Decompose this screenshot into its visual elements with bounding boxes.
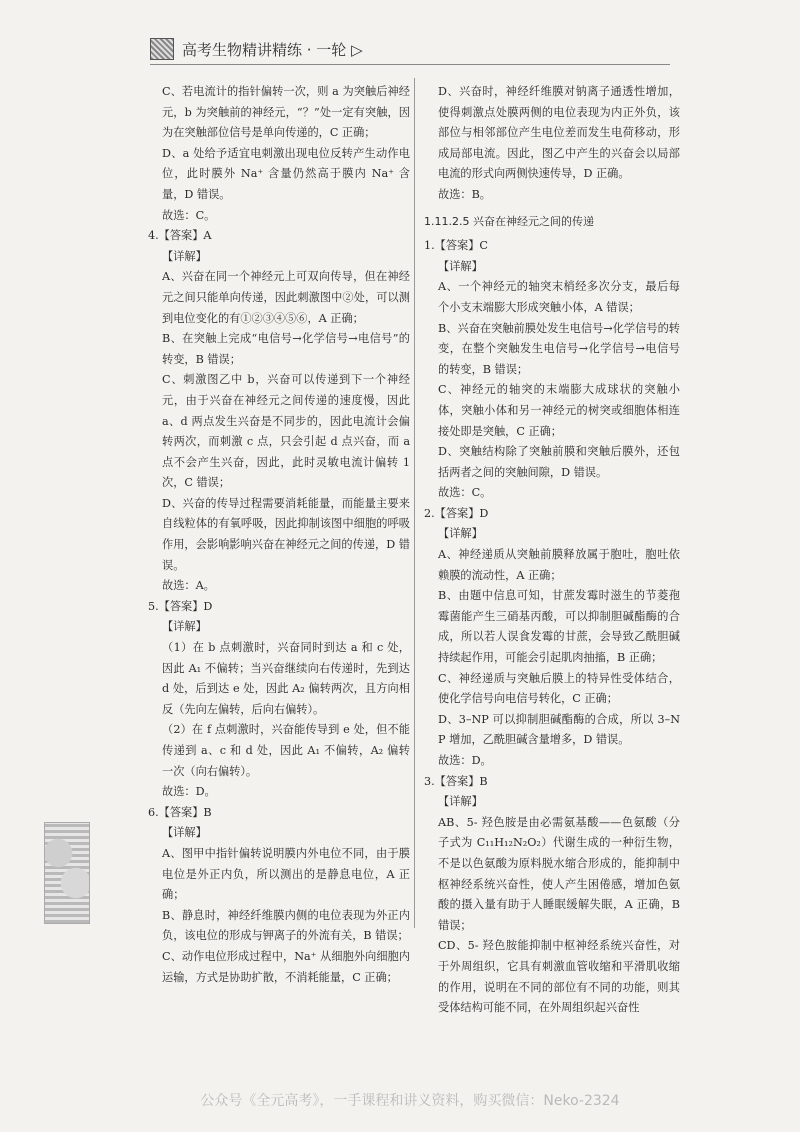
paragraph: 故选：D。 xyxy=(162,785,216,799)
section-heading: 1.11.2.5 兴奋在神经元之间的传递 xyxy=(424,214,594,228)
paragraph: 【详解】 xyxy=(162,249,207,263)
paragraph: A、神经递质从突触前膜释放属于胞吐，胞吐依赖膜的流动性，A 正确； xyxy=(438,548,680,582)
header-divider xyxy=(150,64,670,65)
paragraph: D、a 处给予适宜电刺激出现电位反转产生动作电位，此时膜外 Na⁺ 含量仍然高于膜内 Na⁺ 含量，D 错误。 xyxy=(162,146,410,201)
paragraph: C、若电流计的指针偏转一次，则 a 为突触后神经元，b 为突触前的神经元，“？”处一定有突触，因为在突触部位信号是单向传递的，C 正确； xyxy=(162,85,410,140)
page-header-title: 高考生物精讲精练 · 一轮 ▷ xyxy=(182,40,363,59)
paragraph: A、图甲中指针偏转说明膜内外电位不同，由于膜电位是外正内负，所以测出的是静息电位，A 正确； xyxy=(162,846,410,902)
paragraph: 【详解】 xyxy=(438,795,483,809)
paragraph: （2）在 f 点刺激时，兴奋能传导到 e 处，但不能传递到 a、c 和 d 处，因此 A₁ 不偏转，A₂ 偏转一次（向右偏转）。 xyxy=(162,723,410,778)
paragraph: B、兴奋在突触前膜处发生电信号→化学信号的转变，在整个突触发生电信号→化学信号→电信号的转变，B 错误； xyxy=(438,321,680,376)
paragraph: C、动作电位形成过程中，Na⁺ 从细胞外向细胞内运输，方式是协助扩散，不消耗能量，C 正确； xyxy=(162,949,410,984)
answer-line: 3.【答案】B xyxy=(424,774,488,788)
paragraph: C、神经元的轴突的末端膨大成球状的突触小体，突触小体和另一神经元的树突或细胞体相连接处即是突触，C 正确； xyxy=(438,383,680,438)
answer-line: 2.【答案】D xyxy=(424,506,489,520)
paragraph: B、静息时，神经纤维膜内侧的电位表现为外正内负，该电位的形成与钾离子的外流有关，B 错误； xyxy=(162,908,410,943)
paragraph: 故选：B。 xyxy=(438,187,491,201)
right-column xyxy=(424,82,680,1019)
paragraph: 故选：D。 xyxy=(438,754,492,767)
paragraph: 【详解】 xyxy=(162,620,207,634)
paragraph: 【详解】 xyxy=(438,259,483,273)
paragraph: C、神经递质与突触后膜上的特异性受体结合，使化学信号向电信号转化，C 正确； xyxy=(438,671,680,706)
answer-line: 4.【答案】A xyxy=(148,229,212,243)
answer-line: 1.【答案】C xyxy=(424,239,488,253)
paragraph: A、一个神经元的轴突末梢经多次分支，最后每个小支末端膨大形成突触小体，A 错误； xyxy=(438,280,680,314)
book-logo-icon xyxy=(150,38,174,60)
paragraph: D、3–NP 可以抑制胆碱酯酶的合成，所以 3–NP 增加，乙酰胆碱含量增多，D 错误。 xyxy=(438,712,680,747)
paragraph: A、兴奋在同一个神经元上可双向传导，但在神经元之间只能单向传递，因此刺激图中②处，可以测到电位变化的有①②③④⑤⑥，A 正确； xyxy=(162,270,410,325)
left-column xyxy=(148,82,410,988)
column-divider xyxy=(414,78,415,928)
paragraph: 【详解】 xyxy=(162,826,207,840)
paragraph: D、兴奋的传导过程需要消耗能量，而能量主要来自线粒体的有氧呼吸，因此抑制该图中细胞的呼吸作用，会影响影响兴奋在神经元之间的传递，D 错误。 xyxy=(162,496,410,572)
answer-line: 6.【答案】B xyxy=(148,805,212,819)
page-header xyxy=(150,38,363,60)
paragraph: 故选：A。 xyxy=(162,579,215,593)
paragraph: D、兴奋时，神经纤维膜对钠离子通透性增加，使得刺激点处膜两侧的电位表现为内正外负，该部位与相邻部位产生电位差而发生电荷移动，形成局部电流。因此，图乙中产生的兴奋会以局部电流的形式向两侧快速传导，D 正确。 xyxy=(438,85,680,181)
paragraph: 故选：C。 xyxy=(438,486,492,500)
paragraph: C、刺激图乙中 b，兴奋可以传递到下一个神经元，由于兴奋在神经元之间传递的速度慢，因此 a、d 两点发生兴奋是不同步的，因此电流计会偏转两次，而刺激 c 点，只会引起 d 点兴奋，而 a 点不会产生兴奋，因此，此时灵敏电流计偏转 1 次，C 错误； xyxy=(162,373,410,490)
paragraph: AB、5- 羟色胺是由必需氨基酸——色氨酸（分子式为 C₁₁H₁₂N₂O₂）代谢生成的一种衍生物，不是以色氨酸为原料脱水缩合形成的，能抑制中枢神经系统兴奋性，使人产生困倦感，增加色氨酸的摄入量有助于人睡眠缓解失眠，A 正确，B 错误； xyxy=(438,815,680,932)
answer-line: 5.【答案】D xyxy=(148,599,213,613)
paragraph: B、由题中信息可知，甘蔗发霉时滋生的节菱孢霉菌能产生三硝基丙酸，可以抑制胆碱酯酶的合成，所以若人误食发霉的甘蔗，会导致乙酰胆碱持续起作用，可能会引起肌肉抽搐，B 正确； xyxy=(438,589,680,665)
paragraph: 故选：C。 xyxy=(162,208,216,222)
side-thumbnail-image xyxy=(44,822,90,924)
paragraph: 【详解】 xyxy=(438,527,483,541)
footer-watermark: 公众号《全元高考》，一手课程和讲义资料，购买微信：Neko-2324 xyxy=(200,1093,620,1109)
paragraph: （1）在 b 点刺激时，兴奋同时到达 a 和 c 处，因此 A₁ 不偏转；当兴奋继续向右传递时，先到达 d 处，后到达 e 处，因此 A₂ 偏转两次，且方向相反（先向左偏转，后向右偏转）。 xyxy=(162,641,410,716)
paragraph: B、在突触上完成“电信号→化学信号→电信号”的转变，B 错误； xyxy=(162,332,410,366)
paragraph: CD、5- 羟色胺能抑制中枢神经系统兴奋性，对于外周组织，它具有刺激血管收缩和平滑肌收缩的作用，说明在不同的部位有不同的功能，则其受体结构可能不同，在外周组织起兴奋性 xyxy=(438,939,680,1015)
paragraph: D、突触结构除了突触前膜和突触后膜外，还包括两者之间的突触间隙，D 错误。 xyxy=(438,445,680,479)
